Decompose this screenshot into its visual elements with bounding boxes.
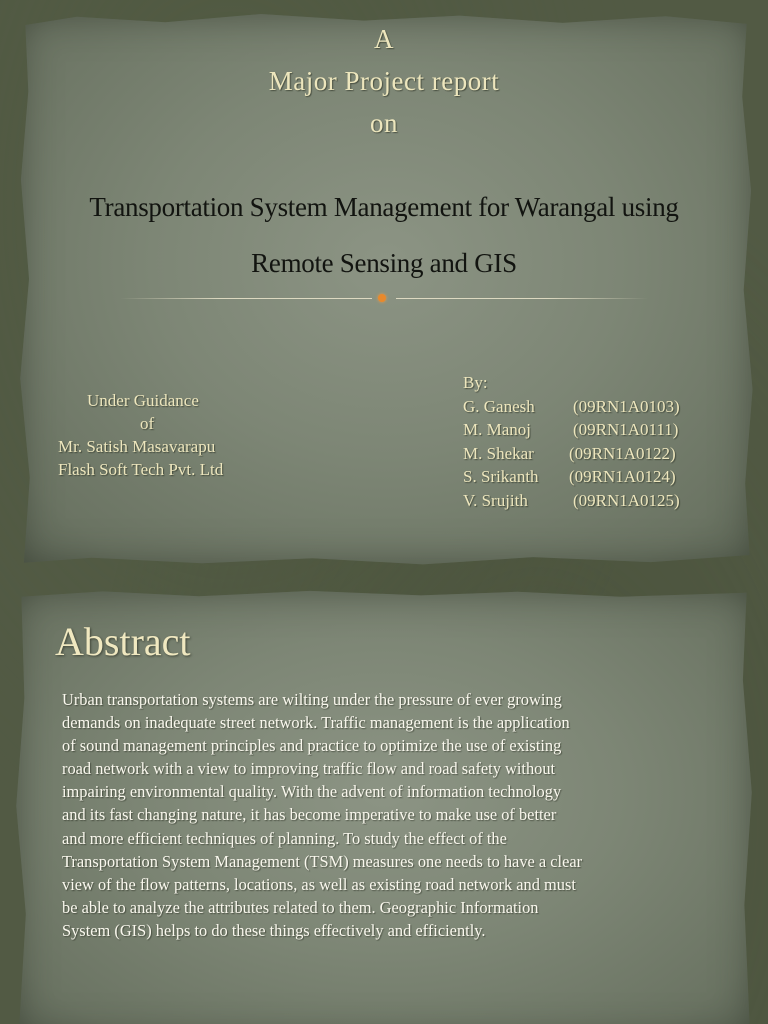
abstract-line: and its fast changing nature, it has become imperative to make use of better bbox=[62, 805, 557, 825]
abstract-line: road network with a view to improving traffic flow and road safety without bbox=[62, 759, 556, 779]
author-row bbox=[463, 418, 743, 442]
author-name: S. Srikanth bbox=[463, 467, 539, 486]
author-roll: (09RN1A0122) bbox=[569, 443, 676, 463]
guidance-line-2: of bbox=[140, 414, 155, 433]
project-title-line-2: Remote Sensing and GIS bbox=[251, 248, 517, 278]
abstract-body bbox=[62, 688, 722, 942]
guidance-block bbox=[58, 389, 318, 481]
cover-line-on: on bbox=[370, 108, 398, 138]
author-roll: (09RN1A0103) bbox=[573, 396, 680, 416]
abstract-line: be able to analyze the attributes related to them. Geographic Information bbox=[62, 897, 539, 917]
divider-line-left bbox=[120, 298, 372, 299]
author-row bbox=[463, 442, 743, 466]
authors-block bbox=[463, 371, 743, 512]
title-divider bbox=[120, 297, 648, 300]
cover-line-a: A bbox=[374, 24, 394, 54]
abstract-line: demands on inadequate street network. Traffic management is the application bbox=[62, 713, 570, 733]
author-name: M. Manoj bbox=[463, 420, 531, 439]
abstract-line: and more efficient techniques of planning. To study the effect of the bbox=[62, 828, 507, 848]
abstract-line: Urban transportation systems are wilting under the pressure of ever growing bbox=[62, 690, 562, 709]
abstract-line: Transportation System Management (TSM) measures one needs to have a clear bbox=[62, 851, 583, 871]
author-name: V. Srujith bbox=[463, 490, 528, 510]
author-row bbox=[463, 489, 743, 513]
abstract-slide bbox=[0, 584, 768, 1024]
abstract-line: of sound management principles and practice to optimize the use of existing bbox=[62, 736, 562, 756]
divider-dot-icon bbox=[378, 294, 386, 302]
abstract-line: impairing environmental quality. With the advent of information technology bbox=[62, 782, 562, 802]
project-title-line-1: Transportation System Management for Warangal using bbox=[89, 192, 679, 222]
divider-line-right bbox=[396, 298, 648, 299]
abstract-line: view of the flow patterns, locations, as well as existing road network and must bbox=[62, 874, 576, 894]
cover-line-report: Major Project report bbox=[268, 66, 500, 96]
author-roll: (09RN1A0125) bbox=[573, 490, 680, 510]
author-roll: (09RN1A0111) bbox=[573, 420, 679, 439]
author-roll: (09RN1A0124) bbox=[569, 467, 676, 486]
author-row bbox=[463, 395, 743, 419]
authors-label: By: bbox=[463, 373, 488, 392]
abstract-heading: Abstract bbox=[55, 619, 191, 664]
abstract-line: System (GIS) helps to do these things effectively and efficiently. bbox=[62, 920, 486, 940]
guidance-line-1: Under Guidance bbox=[87, 391, 199, 410]
guidance-company: Flash Soft Tech Pvt. Ltd bbox=[58, 460, 224, 479]
author-name: M. Shekar bbox=[463, 443, 534, 463]
author-name: G. Ganesh bbox=[463, 396, 535, 416]
guidance-mentor-name: Mr. Satish Masavarapu bbox=[58, 437, 216, 456]
author-row bbox=[463, 465, 743, 489]
